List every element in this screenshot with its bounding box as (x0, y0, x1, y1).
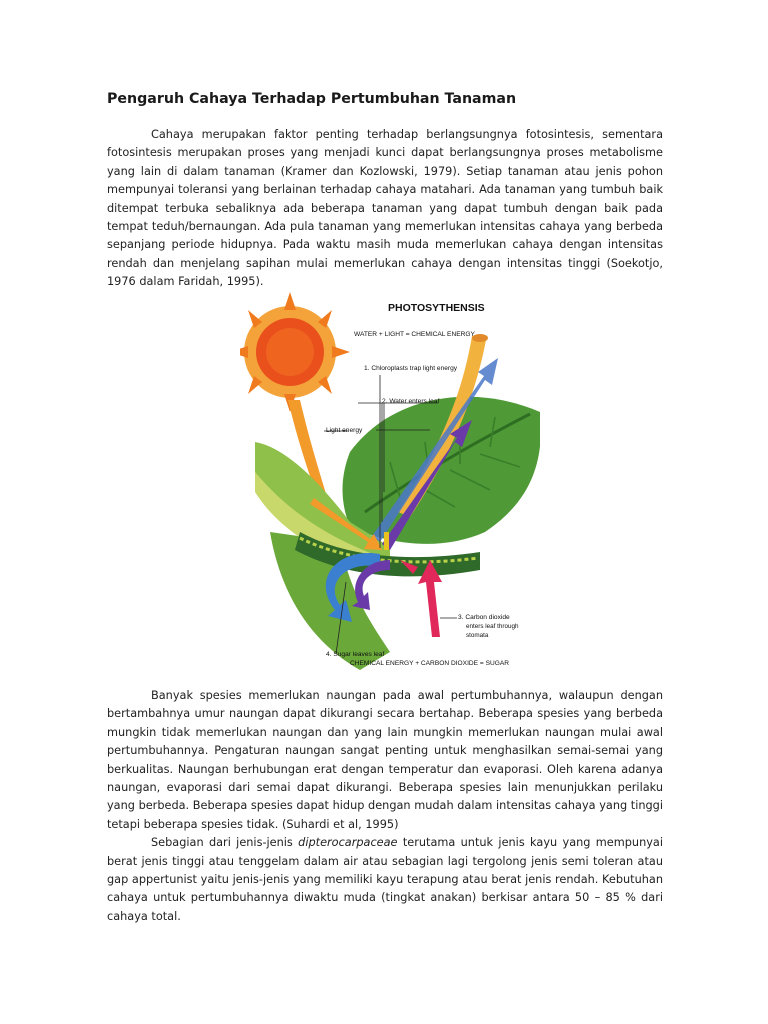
paragraph-3-italic: dipterocarpaceae (298, 836, 398, 850)
paragraph-3 (107, 834, 663, 926)
page-title: Pengaruh Cahaya Terhadap Pertumbuhan Tanaman (107, 91, 517, 107)
paragraph-3-pre: Sebagian dari jenis-jenis (151, 836, 299, 850)
label-water-enters: 2. Water enters leaf (382, 398, 440, 405)
paragraph-1 (107, 126, 663, 292)
label-sugar-leaves: 4. Sugar leaves leaf (326, 651, 385, 658)
label-chloroplasts: 1. Chloroplasts trap light energy (364, 365, 458, 372)
photosynthesis-figure (240, 292, 540, 674)
photosynthesis-diagram (240, 292, 540, 674)
figure-title: PHOTOSYTHENSIS (388, 302, 485, 314)
leaf-upper (343, 397, 541, 544)
equation-top: WATER + LIGHT = CHEMICAL ENERGY (354, 331, 475, 338)
sun-icon (240, 292, 350, 412)
paragraph-3-post: terutama untuk jenis kayu yang mempunyai berat jenis tinggi atau tenggelam dalam air atau sebagian lagi tergolong jenis semi toleran atau gap appertunist yaitu jenis-jenis yang memiliki kayu terapung atau berat jenis rendah. Kebutuhan cahaya untuk pertumbuhannya diwaktu muda (tingkat anakan) berkisar antara 50 – 85 % dari cahaya total. (107, 836, 663, 923)
label-light-energy: Light energy (326, 427, 363, 434)
paragraph-1-text: Cahaya merupakan faktor penting terhadap berlangsungnya fotosintesis, sementara fotosintesis merupakan proses yang menjadi kunci dapat berlangsungnya proses metabolisme yang lain di dalam tanaman (Kramer dan Kozlowski, 1979). Setiap tanaman atau jenis pohon mempunyai toleransi yang berlainan terhadap cahaya matahari. Ada tanaman yang tumbuh baik ditempat terbuka sebaliknya ada beberapa tanaman yang dapat tumbuh dengan baik pada tempat teduh/bernaungan. Ada pula tanaman yang memerlukan intensitas cahaya yang berbeda sepanjang periode hidupnya. Pada waktu masih muda memerlukan cahaya dengan intensitas rendah dan menjelang sapihan mulai memerlukan cahaya dengan intensitas tinggi (Soekotjo, 1976 dalam Faridah, 1995). (107, 128, 663, 289)
label-carbon-dioxide-2: enters leaf through (466, 623, 519, 630)
paragraph-2 (107, 687, 663, 926)
label-carbon-dioxide: 3. Carbon dioxide (458, 614, 510, 621)
label-carbon-dioxide-3: stomata (466, 632, 489, 639)
equation-bottom: CHEMICAL ENERGY + CARBON DIOXIDE = SUGAR (350, 660, 510, 667)
paragraph-2-text: Banyak spesies memerlukan naungan pada awal pertumbuhannya, walaupun dengan bertambahnya umur naungan dapat dikurangi secara bertahap. Beberapa spesies yang berbeda mungkin tidak memerlukan naungan dan yang lain mungkin memerlukan naungan mulai awal pertumbuhannya. Pengaturan naungan sangat penting untuk menghasilkan semai-semai yang berkualitas. Naungan berhubungan erat dengan temperatur dan evaporasi. Oleh karena adanya naungan, evaporasi dari semai dapat dikurangi. Beberapa spesies lain menunjukkan perilaku yang berbeda. Beberapa spesies dapat hidup dengan mudah dalam intensitas cahaya yang tinggi tetapi beberapa spesies tidak. (Suhardi et al, 1995) (107, 689, 663, 831)
